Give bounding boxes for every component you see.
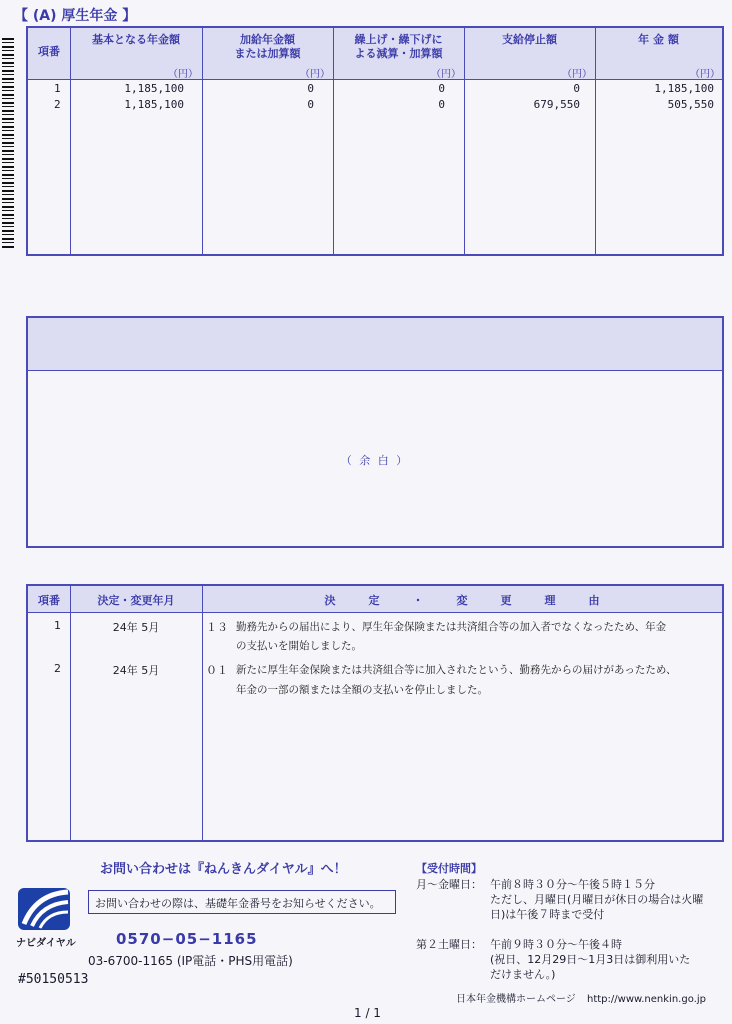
blank-label: （ 余 白 ） <box>340 454 410 467</box>
additional-value: 0 <box>307 98 314 111</box>
header-reason: 決 定 ・ 変 更 理 由 <box>324 594 600 607</box>
header-annual: 年 金 額 <box>638 33 679 46</box>
pension-table <box>26 26 724 256</box>
header-additional-1: 加給年金額 <box>240 33 295 46</box>
barcode <box>2 38 14 248</box>
saturday-note: (祝日、12月29日〜1月3日は御利用いた <box>490 953 691 966</box>
blank-section <box>26 316 724 548</box>
reason-code: １３ <box>206 621 228 634</box>
hours-title: 【受付時間】 <box>416 862 482 875</box>
header-basic: 基本となる年金額 <box>92 33 180 46</box>
saturday-label: 第２土曜日： <box>416 938 482 951</box>
unit-label: （円） <box>431 69 461 80</box>
blank-header <box>28 318 722 371</box>
header-adjust-1: 繰上げ・繰下げに <box>354 33 443 46</box>
row-no: 1 <box>54 82 61 95</box>
additional-value: 0 <box>307 82 314 95</box>
site-url[interactable]: http://www.nenkin.go.jp <box>587 994 706 1005</box>
weekday-time: 午前８時３０分〜午後５時１５分 <box>490 878 655 891</box>
adjust-value: 0 <box>438 98 445 111</box>
suspended-value: 679,550 <box>533 98 580 111</box>
logo-text: ナビダイヤル <box>16 938 76 949</box>
contact-title: お問い合わせは『ねんきんダイヤル』へ！ <box>100 862 347 877</box>
row-no: 2 <box>54 662 61 675</box>
change-date: 24年 5月 <box>112 621 160 634</box>
reason-text: 勤務先からの届出により、厚生年金保険または共済組合等の加入者でなくなったため、年金 <box>236 621 667 633</box>
document-number: #50150513 <box>18 972 89 987</box>
reason-text: 新たに厚生年金保険または共済組合等に加入されたという、勤務先からの届けがあったため、 <box>236 664 677 676</box>
row-no: 2 <box>54 98 61 111</box>
saturday-note: だけません。) <box>490 968 556 981</box>
annual-value: 505,550 <box>667 98 714 111</box>
notice-box: お問い合わせの際は、基礎年金番号をお知らせください。 <box>88 890 396 914</box>
saturday-time: 午前９時３０分〜午後４時 <box>490 938 622 951</box>
header-item-no: 項番 <box>38 594 60 607</box>
change-date: 24年 5月 <box>112 664 160 677</box>
suspended-value: 0 <box>573 82 580 95</box>
weekday-note: ただし、月曜日(月曜日が休日の場合は火曜 <box>490 893 704 906</box>
annual-value: 1,185,100 <box>654 82 714 95</box>
unit-label: （円） <box>168 69 198 80</box>
phone-main: 0570−05−1165 <box>116 930 258 948</box>
row-no: 1 <box>54 619 61 632</box>
page-number: 1 / 1 <box>354 1006 381 1020</box>
reason-text: 年金の一部の額または全額の支払いを停止しました。 <box>236 684 488 696</box>
weekday-label: 月〜金曜日： <box>416 878 482 891</box>
unit-label: （円） <box>300 69 330 80</box>
header-suspended: 支給停止額 <box>502 33 557 46</box>
header-date: 決定・変更年月 <box>97 594 175 607</box>
header-item-no: 項番 <box>38 45 60 58</box>
phone-sub: 03-6700-1165 (IP電話・PHS用電話) <box>88 954 293 968</box>
adjust-value: 0 <box>438 82 445 95</box>
change-table <box>26 584 724 842</box>
basic-value: 1,185,100 <box>124 82 184 95</box>
unit-label: （円） <box>562 69 592 80</box>
basic-value: 1,185,100 <box>124 98 184 111</box>
reason-text: の支払いを開始しました。 <box>236 640 362 652</box>
reason-code: ０１ <box>206 664 228 677</box>
unit-label: （円） <box>690 69 720 80</box>
site-name: 日本年金機構ホームページ <box>456 994 576 1005</box>
weekday-note: 日)は午後７時まで受付 <box>490 908 605 921</box>
header-adjust-2: よる減算・加算額 <box>354 47 443 60</box>
header-additional-2: または加算額 <box>234 47 301 60</box>
section-title: 【 (A) 厚生年金 】 <box>14 8 137 24</box>
website-info <box>456 990 706 1005</box>
